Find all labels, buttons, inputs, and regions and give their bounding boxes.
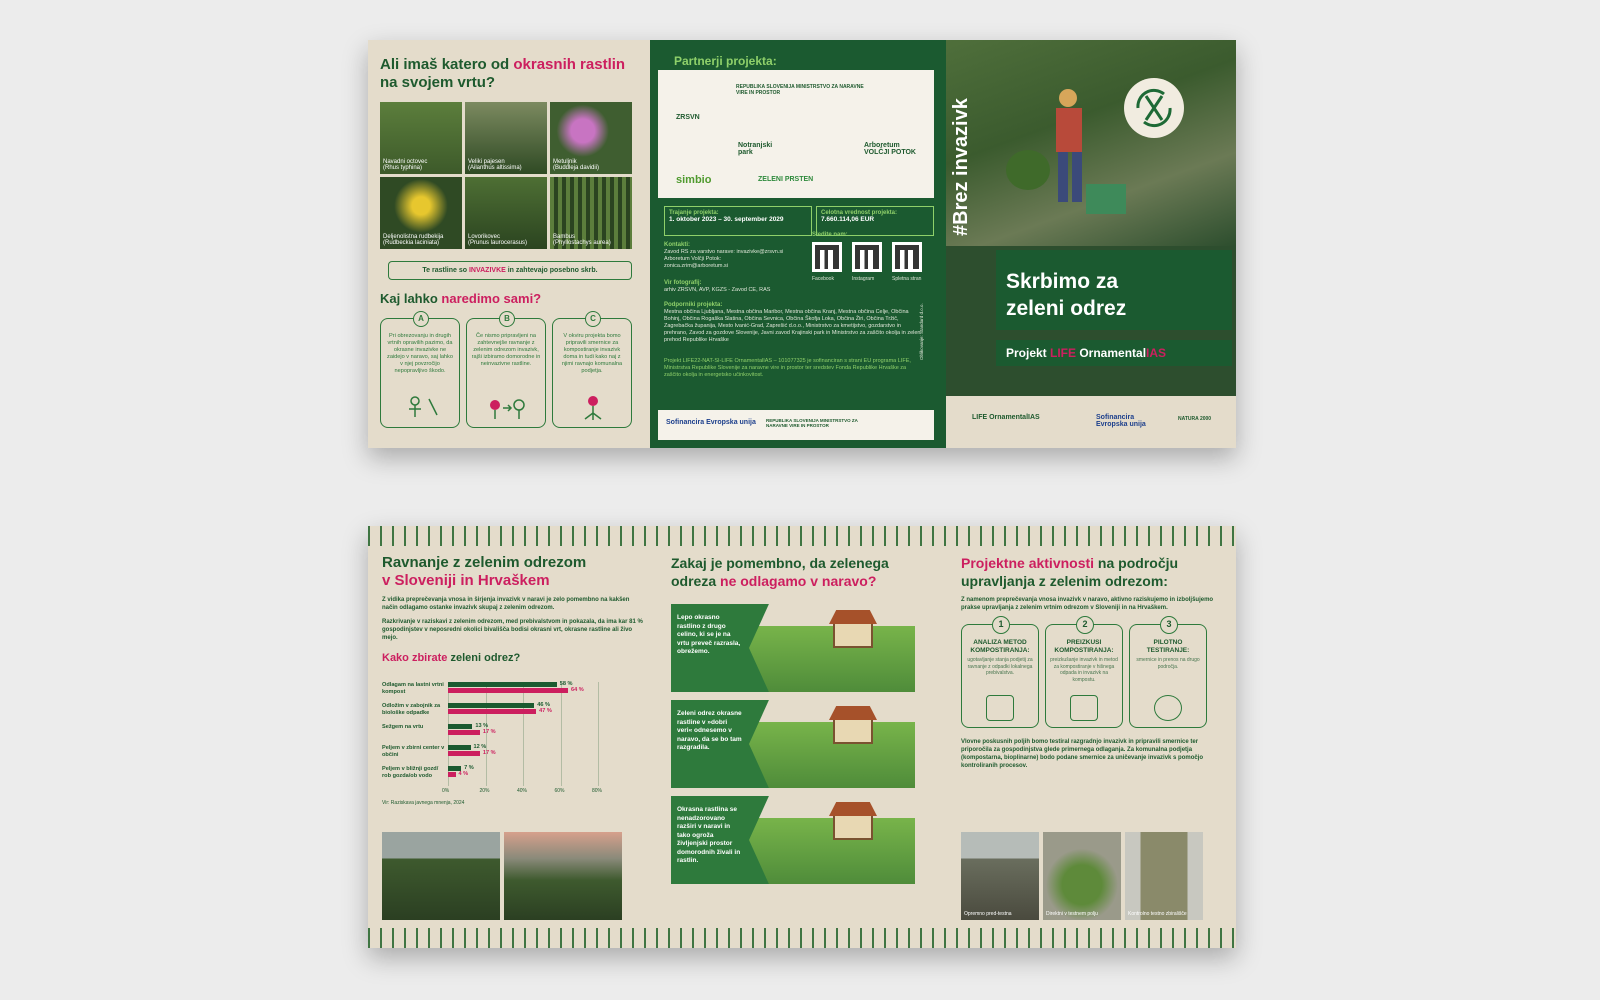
clipboard-icon (986, 695, 1014, 721)
bar (448, 688, 568, 693)
cover-footer-logos (946, 396, 1236, 448)
step-text: Pri obrezovanju in drugih vrtnih opravilih pazimo, da okrasne invazivke ne zaidejo v naravo, saj lahko v njej povzročijo nepopravljivo škodo. (387, 333, 453, 374)
hashtag: #Brez invazivk (950, 98, 972, 236)
bar-value-label: 17 % (482, 729, 496, 735)
grid-line (561, 682, 562, 786)
partners-title: Partnerji projekta: (674, 54, 777, 68)
test-field-photo: Opremno pred-testna (961, 832, 1039, 920)
step-card (552, 314, 632, 428)
house-illustration (833, 622, 873, 648)
gardener-photo (1006, 80, 1126, 230)
category-label: Odložim v zabojnik za biološke odpadke (382, 703, 441, 716)
qr-website[interactable] (892, 242, 922, 272)
duration-cell: Trajanje projekta: 1. oktober 2023 – 30. september 2029 (664, 206, 812, 236)
partner-logo: simbio (676, 174, 712, 186)
bar (448, 724, 472, 729)
bar (448, 709, 536, 714)
partner-logo: Arboretum VOLČJI POTOK (864, 142, 916, 156)
value-cell: Celotna vrednost projekta: 7.660.114,06 EUR (816, 206, 934, 236)
panel3-photos (961, 832, 1203, 920)
title-highlight: okrasnih rastlin (513, 56, 626, 73)
invasive-note: Te rastline so INVAZIVKE in zahtevajo posebno skrb. (388, 261, 632, 280)
house-illustration (833, 814, 873, 840)
bar (448, 751, 480, 756)
grid-line (598, 682, 599, 786)
bar (448, 772, 456, 777)
garden-illustration (749, 796, 915, 884)
plant-roots-icon (571, 395, 615, 421)
bar (448, 703, 534, 708)
bar-value-label: 17 % (482, 750, 496, 756)
step-badge: A (413, 311, 429, 327)
reason-text: Lepo okrasno rastlino z drugo celino, ki se je na vrtu preveč razrasla, obrežemo. (677, 614, 741, 655)
funding-text: Projekt LIFE22-NAT-SI-LIFE OrnamentalIAS – 101077325 je sofinanciran s strani EU programa LIFE, Ministrstva Republike Slovenije za naravne vire in prostor ter sredstev Fonda Republike Hrvaške za zaščito okolja in energetsko učinkovitost. (664, 358, 911, 378)
step-card (380, 314, 460, 428)
chart-source: Vir: Raziskava javnega mnenja, 2024 (382, 800, 465, 806)
plant-photo: Deljenolistna rudbekija (Rudbeckia laciniata) (380, 177, 462, 249)
cover-title-line1: Skrbimo za (1006, 270, 1119, 293)
category-label: Peljem v zbirni center v občini (382, 745, 445, 758)
activity-card: 2 PREIZKUSI KOMPOSTIRANJA: preizkušanje invazivk in metod za kompostiranje v hišnega odpada in invazivk na kompostu. (1045, 624, 1123, 728)
x-tick-label: 80% (592, 788, 603, 794)
bar-value-label: 64 % (571, 687, 584, 693)
partner-logo: REPUBLIKA SLOVENIJA MINISTRSTVO ZA NARAVNE VIRE IN PROSTOR (736, 84, 864, 96)
qr-facebook[interactable] (812, 242, 842, 272)
grid-line (523, 682, 524, 786)
x-tick-label: 0% (442, 788, 450, 794)
reason-text: Zeleni odrez okrasne rastline v »dobri veri« odnesemo v naravo, da se bo tam razgradila. (677, 710, 742, 751)
ornament-border-top (368, 526, 1236, 546)
steps-row (380, 314, 638, 428)
contacts: Kontakti: Zavod RS za varstvo narave: invazivke@zrsvn.si Arboretum Volčji Potok: zonica.zrim@arboretum.si (664, 242, 784, 269)
design-credit: Oblikovanje: Standard d.o.o. (919, 303, 924, 360)
panel1-photos (382, 832, 622, 920)
category-label: Peljem v bližnji gozd/ rob gozda/ob vodo (382, 766, 439, 779)
qr-instagram[interactable] (852, 242, 882, 272)
plant-photo: Navadni octovec (Rhus typhina) (380, 102, 462, 174)
panel2-title: Zakaj je pomembno, da zelenega odreza ne odlagamo v naravo? (671, 555, 889, 589)
panel-cover (946, 40, 1236, 448)
brochure-inner-side (368, 526, 1236, 948)
follow-label: Sledite nam: (812, 232, 848, 238)
x-tick-label: 60% (554, 788, 565, 794)
category-label: Odlagam na lastni vrtni kompost (382, 682, 444, 695)
steps-title: Kaj lahko naredimo sami? (380, 291, 542, 306)
partner-logos (658, 70, 934, 198)
bar-value-label: 4 % (458, 771, 469, 777)
ministry-logo: REPUBLIKA SLOVENIJA MINISTRSTVO ZA NARAVNE VIRE IN PROSTOR (766, 418, 858, 428)
compost-bin-icon (1070, 695, 1098, 721)
category-label: Sežgem na vrtu (382, 724, 424, 730)
plant-photo: Bambus (Phyllostachys aurea) (550, 177, 632, 249)
bar (448, 730, 480, 735)
bar-chart (382, 670, 622, 794)
qr-label: Spletna stran (892, 276, 922, 282)
bar (448, 745, 471, 750)
cover-photo (946, 40, 1236, 246)
partner-logo: ZRSVN (676, 114, 700, 121)
garden-illustration (749, 604, 915, 692)
panel1-para: Z vidika preprečevanja vnosa in širjenja invazivk v naravi je zelo pomembno na kakšen način odlagamo ostanke invazivk skupaj z zelenim odrezom. (382, 597, 630, 611)
step-text: Če nismo pripravljeni na zahtevnejše ravnanje z zelenim odrezom invazivk, rajši izbiramo domorodne in neinvazivne rastline. (471, 333, 541, 367)
bar (448, 682, 557, 687)
reason-card (671, 604, 915, 692)
panel-plants (368, 40, 650, 448)
panel3-intro: Z namenom preprečevanja vnosa invazivk v naravo, aktivno raziskujemo in izboljšujemo prakse upravljanja z zelenim vrtnim odrezom v Sloveniji in na Hrvaškem. (961, 597, 1214, 611)
bar-value-label: 47 % (539, 708, 552, 714)
panel1-para: Razkrivanje v raziskavi z zelenim odrezom, med prebivalstvom in pokazala, da ima kar 81 % gospodinjstev v neposredni okolici bivališča bodisi okrasni vrt, okrasne rastline ali živo mejo. (382, 619, 643, 641)
plant-photo: Lovorikovec (Prunus laurocerasus) (465, 177, 547, 249)
garden-illustration (749, 700, 915, 788)
plant-photo: Metuljnik (Buddleja davidii) (550, 102, 632, 174)
panel-activities (947, 546, 1236, 928)
partner-logo: ZELENI PRSTEN (758, 176, 814, 183)
x-tick-label: 20% (479, 788, 490, 794)
chart-title: Kako zbirate zeleni odrez? (382, 652, 521, 664)
panel3-title: Projektne aktivnosti na področju upravljanja z zelenim odrezom: (961, 555, 1179, 589)
life-logo: LIFE OrnamentalIAS (972, 414, 1040, 421)
plant-photo: Veliki pajesen (Ailanthus altissima) (465, 102, 547, 174)
cover-title-line2: zeleni odrez (1006, 297, 1127, 320)
qr-label: Instagram (852, 276, 875, 282)
flower-swap-icon (485, 395, 529, 421)
garden-photo (382, 832, 500, 920)
panel-collection (368, 546, 657, 928)
bar-value-label: 7 % (464, 765, 474, 771)
step-card (466, 314, 546, 428)
compost-pile-photo: Direktni v testnem polju (1043, 832, 1121, 920)
bottom-logos (658, 410, 934, 440)
panel-why (657, 546, 947, 928)
panel3-outro: Vlovne poskusnih poljih bomo testiral razgradnjo invazivk in pripravili smernice ter priporočila za gospodinjstva glede primernega odlaganja. Za komunalna podjetja (kompostarna, bioplinarne) bodo podane smernice za uničevanje invazivk s pomočjo kontroliranih procesov. (961, 739, 1204, 769)
supporters: Podporniki projekta: Mestna občina Ljubljana, Mestna občina Maribor, Mestna občina Kranj, Mestna občina Celje, Občina Bohinj, Občina Rogaška Slatina, Občina Sevnica, Občina Škofja Loka, Občina Žiri, Občina Tržič, Zagrebačka županija, Mesto Ivanić-Grad, Zaprešić d.o.o., Ministrstvo za kmetijstvo, gozdarstvo in prehrano, Zavod za gozdove Slovenije, Javni zavod Krajinski park in Ministrstvo za zaščito okolja in zelen prehod Republike Hrvaške (664, 302, 921, 343)
step-text: V okviru projekta bomo pripravili smernice za kompostiranje invazivk doma in tudi kako naj z njimi ravnajo komunalna podjetja. (561, 333, 623, 374)
brochure-outer-side (368, 40, 1236, 448)
step-badge: B (499, 311, 515, 327)
activity-card: 1 ANALIZA METOD KOMPOSTIRANJA: ugotavljanje stanja podjetij za ravnanje z odpadki lokalnega prebivalstva. (961, 624, 1039, 728)
x-tick-label: 40% (517, 788, 528, 794)
photo-source: Vir fotografij: arhiv ZRSVN, AVP, KGZS - Zavod CE, RAS (664, 280, 771, 293)
cover-title-box (996, 250, 1232, 330)
step-badge: C (585, 311, 601, 327)
plant-photo-grid (380, 102, 638, 249)
eu-logo: Sofinancira Evropska unija (1096, 414, 1146, 428)
bar-value-label: 12 % (473, 744, 487, 750)
partner-logo: Notranjski park (738, 142, 773, 156)
bar-value-label: 58 % (559, 681, 573, 687)
qr-label: Facebook (812, 276, 834, 282)
gauge-icon (1154, 695, 1182, 721)
ornament-border-bottom (368, 928, 1236, 948)
concrete-bay-photo: Kontrolno testno zbirališče (1125, 832, 1203, 920)
title-text-end: na svojem vrtu? (380, 74, 496, 91)
panel1-title-highlight: v Sloveniji in Hrvaškem (382, 572, 550, 589)
panel1-title: Ravnanje z zelenim odrezom (382, 554, 587, 571)
bar-value-label: 46 % (537, 702, 550, 708)
house-illustration (833, 718, 873, 744)
activity-card: 3 PILOTNO TESTIRANJE: smernice in prenos na drugo področja. (1129, 624, 1207, 728)
compost-photo (504, 832, 622, 920)
title-text: Ali imaš katero od (380, 56, 514, 73)
gardener-icon (399, 395, 443, 421)
reason-text: Okrasna rastlina se nenadzorovano razširi v naravi in tako ogroža življenjski prostor domorodnih živali in rastlin. (677, 806, 741, 864)
bar-value-label: 13 % (475, 723, 489, 729)
reason-card (671, 700, 915, 788)
plants-title (380, 56, 638, 92)
project-name: Projekt LIFE OrnamentalIAS (996, 340, 1232, 366)
eu-logo: Sofinancira Evropska unija (666, 419, 756, 426)
project-info (664, 206, 934, 236)
activities-row (961, 619, 1222, 728)
natura-logo: NATURA 2000 (1178, 416, 1212, 422)
recycle-scissors-icon (1124, 78, 1184, 138)
reason-card (671, 796, 915, 884)
panel-partners (650, 40, 946, 448)
